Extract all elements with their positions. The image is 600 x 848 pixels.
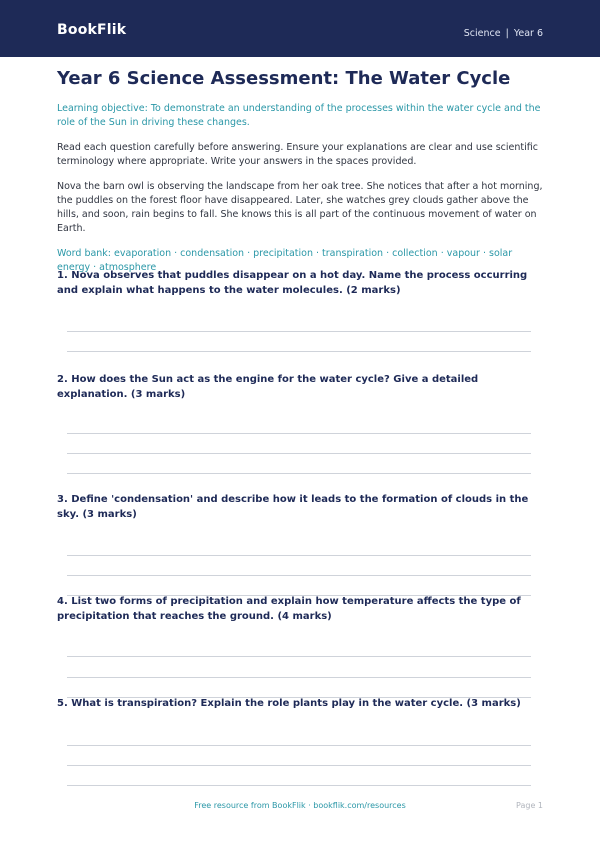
word-bank: Word bank: evaporation · condensation · precipitation · transpiration · collection · vapour · solar energy · atmosphere [57, 248, 513, 273]
question-2: 2. How does the Sun act as the engine for the water cycle? Give a detailed explanation. (3 marks) [57, 374, 479, 400]
instructions: Read each question carefully before answering. Ensure your explanations are clear and use scientific terminology where appropriate. Write your answers in the spaces provided. [57, 142, 538, 167]
answer-line[interactable] [67, 656, 531, 657]
answer-line[interactable] [67, 351, 531, 352]
year-label: Year 6 [513, 28, 543, 39]
question-5: 5. What is transpiration? Explain the role plants play in the water cycle. (3 marks) [57, 698, 521, 709]
page-number: Page 1 [516, 801, 543, 810]
answer-line[interactable] [67, 745, 531, 746]
question-4: 4. List two forms of precipitation and explain how temperature affects the type of precipitation that reaches the ground. (4 marks) [57, 596, 521, 622]
page-header [0, 0, 600, 57]
question-1: 1. Nova observes that puddles disappear on a hot day. Name the process occurring and explain what happens to the water molecules. (2 marks) [57, 270, 528, 296]
page-title: Year 6 Science Assessment: The Water Cycle [57, 68, 511, 89]
intro-section [57, 64, 543, 275]
learning-objective: Learning objective: To demonstrate an understanding of the processes within the water cycle and the role of the Sun in driving these changes. [57, 103, 541, 128]
answer-line[interactable] [67, 785, 531, 786]
answer-line[interactable] [67, 473, 531, 474]
brand-logo[interactable]: BookFlik [57, 22, 127, 38]
answer-line[interactable] [67, 331, 531, 332]
question-3: 3. Define 'condensation' and describe how it leads to the formation of clouds in the sky. (3 marks) [57, 494, 529, 520]
answer-line[interactable] [67, 453, 531, 454]
header-meta [464, 28, 543, 39]
footer-resource-link[interactable]: Free resource from BookFlik · bookflik.com/resources [194, 801, 406, 810]
subject-label: Science [463, 28, 501, 39]
answer-line[interactable] [67, 433, 531, 434]
answer-line[interactable] [67, 765, 531, 766]
meta-separator: | [505, 28, 509, 39]
story-paragraph: Nova the barn owl is observing the landscape from her oak tree. She notices that after a hot morning, the puddles on the forest floor have disappeared. Later, she watches grey clouds gather above the hills, and soon, rain begins to fall. She knows this is all part of the continuous movement of water on Earth. [57, 181, 543, 234]
answer-line[interactable] [67, 677, 531, 678]
answer-line[interactable] [67, 555, 531, 556]
answer-line[interactable] [67, 575, 531, 576]
